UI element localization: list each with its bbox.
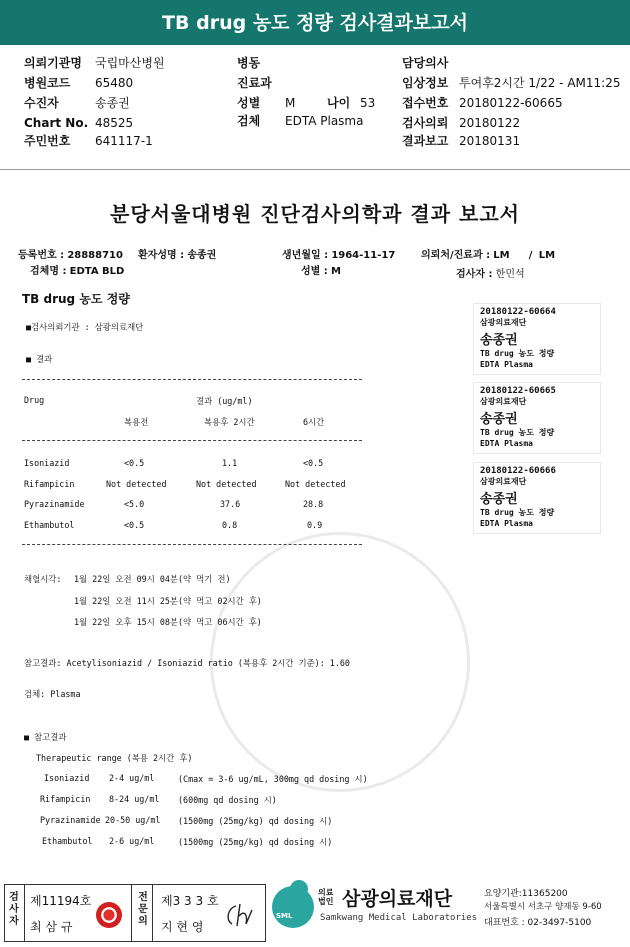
col-drug: Drug: [24, 395, 45, 405]
sampling-label: 채혈시각:: [24, 574, 62, 584]
specimen: 검체명 : EDTA BLD: [30, 266, 125, 277]
value-6h: 0.9: [307, 520, 323, 530]
label-test: TB drug 농도 정량: [480, 428, 555, 437]
label-name: 송종권: [480, 492, 518, 507]
specimen-note: 검체: Plasma: [24, 689, 81, 699]
range-value: 8-24 ug/ml: [109, 794, 160, 804]
label-org: 삼광의료재단: [480, 318, 527, 327]
sampling-time: 1월 22일 오후 15시 08분(약 먹고 06시간 후): [74, 617, 262, 627]
specimen-label-card: [474, 383, 600, 453]
value-2h: 0.8: [222, 520, 238, 530]
agency-line: ■검사의뢰기관 : 삼광의료재단: [26, 322, 144, 332]
tester: 검사자 : 한민석: [456, 269, 525, 280]
id-label: 주민번호: [24, 134, 71, 148]
value-pre: <5.0: [124, 499, 145, 509]
divider: [22, 379, 362, 380]
label-number: 20180122-60664: [480, 307, 556, 317]
specialist-name: 지 현 영: [161, 920, 204, 934]
value-pre: Not detected: [106, 479, 167, 489]
logo-badge: SML: [276, 912, 293, 920]
id-value: 641117-1: [95, 134, 153, 148]
range-drug: Rifampicin: [40, 794, 91, 804]
seal-icon: [96, 902, 122, 928]
tester-name: 최 삼 규: [30, 920, 73, 934]
specimen-value: EDTA Plasma: [285, 114, 364, 128]
request-value: 20180122: [459, 116, 521, 130]
sampling-time: 1월 22일 오전 09시 04분(약 먹기 전): [74, 574, 231, 584]
report-meta: [0, 46, 630, 170]
range-value: 20-50 ug/ml: [105, 815, 161, 825]
institution-code: 요양기관:11365200: [484, 889, 568, 899]
result-head: ■ 결과: [26, 354, 53, 364]
range-note: (600mg qd dosing 시): [178, 795, 277, 805]
range-note: (1500mg (25mg/kg) qd dosing 시): [178, 816, 333, 826]
org-english: Samkwang Medical Laboratories: [320, 913, 478, 923]
scan-title: 분당서울대병원 진단검사의학과 결과 보고서: [110, 202, 520, 226]
section-title: TB drug 농도 정량: [22, 292, 130, 306]
label-name: 송종권: [480, 412, 518, 427]
address: 서울특별시 서초구 양재동 9-60: [484, 902, 602, 912]
value-pre: <0.5: [124, 520, 145, 530]
value-2h: 1.1: [222, 458, 238, 468]
label-specimen: EDTA Plasma: [480, 360, 533, 369]
col-2h: 복용후 2시간: [204, 417, 255, 427]
therapeutic-range: Therapeutic range (복용 2시간 후): [36, 753, 193, 763]
age-label: 나이: [327, 96, 351, 110]
tester-license: 제11194호: [30, 894, 92, 908]
age-value: 53: [360, 96, 376, 110]
col-6h: 6시간: [303, 417, 325, 427]
label-number: 20180122-60665: [480, 386, 556, 396]
hospital-label: 의뢰기관명: [24, 56, 82, 70]
sex-label: 성별: [237, 96, 261, 110]
sex-value: M: [285, 96, 296, 110]
dept: 의뢰처/진료과 : LM / LM: [421, 250, 556, 261]
value-2h: Not detected: [196, 479, 257, 489]
ref-result: 참고결과: Acetylisoniazid / Isoniazid ratio (복용후 2시간 기준): 1.60: [24, 658, 350, 668]
doctor-label: 담당의사: [402, 56, 449, 70]
sampling-time: 1월 22일 오전 11시 25분(약 먹고 02시간 후): [74, 596, 262, 606]
collector-value: 송종권: [95, 96, 130, 110]
report-title: TB drug 농도 정량 검사결과보고서: [0, 0, 630, 45]
scan-sex: 성별 : M: [301, 266, 341, 277]
col-pre: 복용전: [124, 417, 149, 427]
divider: [22, 544, 362, 545]
report-date-label: 결과보고: [402, 134, 449, 148]
range-value: 2-6 ug/ml: [109, 836, 155, 846]
specimen-label-card: [474, 304, 600, 374]
range-note: (1500mg (25mg/kg) qd dosing 시): [178, 837, 333, 847]
report-footer: [0, 880, 630, 947]
specimen-label: 검체: [237, 114, 261, 128]
org-name: 삼광의료재단: [342, 888, 453, 910]
label-test: TB drug 농도 정량: [480, 349, 555, 358]
specialist-license: 제3 3 3 호: [161, 894, 219, 908]
drug-name: Pyrazinamide: [24, 499, 85, 509]
receipt-label: 접수번호: [402, 96, 449, 110]
value-6h: Not detected: [285, 479, 346, 489]
collector-label: 수진자: [24, 96, 59, 110]
phone: 대표번호 : 02-3497-5100: [484, 918, 592, 928]
receipt-value: 20180122-60665: [459, 96, 563, 110]
col-result: 결과 (ug/ml): [196, 396, 253, 406]
dept-label: 진료과: [237, 76, 272, 90]
value-2h: 37.6: [220, 499, 241, 509]
specialist-vertical-label: 전문의: [138, 892, 148, 927]
corp-type: 의료법인: [318, 888, 334, 906]
scanned-report: [0, 172, 630, 877]
range-drug: Isoniazid: [44, 773, 90, 783]
range-note: (Cmax = 3-6 ug/mL, 300mg qd dosing 시): [178, 774, 368, 784]
range-drug: Ethambutol: [42, 836, 93, 846]
drug-name: Isoniazid: [24, 458, 70, 468]
request-label: 검사의뢰: [402, 116, 449, 130]
label-number: 20180122-60666: [480, 466, 556, 476]
label-org: 삼광의료재단: [480, 477, 527, 486]
drug-name: Ethambutol: [24, 520, 75, 530]
signature-icon: [222, 900, 258, 932]
patient-name: 환자성명 : 송종권: [138, 250, 217, 261]
chart-label: Chart No.: [24, 116, 89, 130]
chart-value: 48525: [95, 116, 134, 130]
label-specimen: EDTA Plasma: [480, 519, 533, 528]
specimen-label-card: [474, 463, 600, 533]
value-6h: 28.8: [303, 499, 324, 509]
reg-no: 등록번호 : 28888710: [18, 250, 123, 261]
label-name: 송종권: [480, 333, 518, 348]
divider: [22, 440, 362, 441]
code-value: 65480: [95, 76, 134, 90]
report-date-value: 20180131: [459, 134, 521, 148]
label-test: TB drug 농도 정량: [480, 508, 555, 517]
drug-name: Rifampicin: [24, 479, 75, 489]
label-org: 삼광의료재단: [480, 397, 527, 406]
ward-label: 병동: [237, 56, 261, 70]
value-6h: <0.5: [303, 458, 324, 468]
value-pre: <0.5: [124, 458, 145, 468]
label-specimen: EDTA Plasma: [480, 439, 533, 448]
clinical-label: 임상정보: [402, 76, 449, 90]
range-value: 2-4 ug/ml: [109, 773, 155, 783]
dob: 생년월일 : 1964-11-17: [282, 250, 396, 261]
ref-head: ■ 참고결과: [24, 732, 67, 742]
range-drug: Pyrazinamide: [40, 815, 101, 825]
logo-icon: [272, 886, 314, 928]
code-label: 병원코드: [24, 76, 71, 90]
clinical-value: 투여후2시간 1/22 - AM11:25: [459, 76, 621, 90]
tester-vertical-label: 검사자: [9, 892, 19, 927]
hospital-value: 국립마산병원: [95, 56, 165, 70]
